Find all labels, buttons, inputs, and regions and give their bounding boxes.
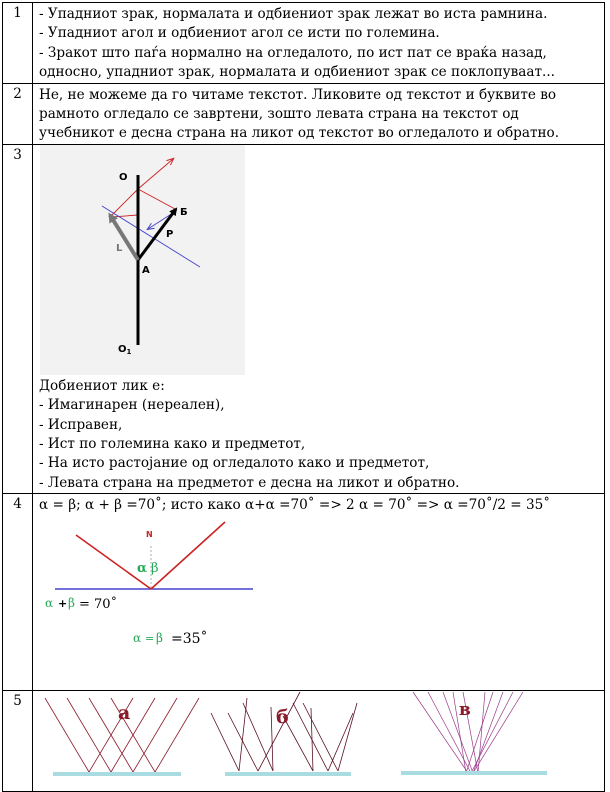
row-number-2: 2 [3, 83, 33, 144]
answer-4 [33, 494, 605, 691]
answer-2 [33, 83, 605, 144]
figure-background [40, 145, 245, 375]
table-row-5 [3, 691, 605, 792]
answer-2-line-3: учебникот е десна страна на ликот од текстот во огледалото и обратно. [39, 125, 560, 142]
label-a: а [118, 702, 131, 725]
mirror-image-figure [40, 145, 250, 376]
answer-3-line-2: - Имагинарен (нереален), [39, 397, 225, 414]
label-b: Б [180, 206, 188, 218]
label-b: б [276, 706, 289, 729]
answer-5 [33, 691, 605, 792]
label-o: О [119, 171, 128, 183]
row-number-5: 5 [3, 691, 33, 792]
row-number-1: 1 [3, 3, 33, 84]
label-a: А [142, 264, 150, 276]
table-row-3 [3, 144, 605, 493]
answer-3 [33, 144, 605, 493]
answer-1-line-4: одноcно, упадниот зрак, нормалата и одбиениот зрак се поклопуваат... [39, 64, 555, 81]
table-row-4 [3, 494, 605, 691]
label-p: Р [166, 228, 174, 240]
eq-result: =35˚ [171, 630, 208, 646]
answer-1 [33, 3, 605, 84]
row-number-3: 3 [3, 144, 33, 493]
reflected-ray [151, 522, 225, 589]
answer-2-line-2: рамното огледало се завртени, зошто левата страна на текстот од [39, 106, 519, 123]
answer-3-line-5: - На исто растојание од огледалото како и предметот, [39, 455, 430, 472]
answer-3-line-1: Добиениот лик е: [39, 377, 165, 394]
answers-table [2, 2, 605, 792]
eq-alpha: α [133, 630, 142, 645]
row-number-4: 4 [3, 494, 33, 691]
reflection-types-figure [33, 691, 605, 791]
diffuse-reflection-rays [211, 692, 357, 771]
answer-1-line-3: - Зракот што паѓа нормално на огледалото, по ист пат се враќа назад, [39, 44, 547, 61]
table-row-2 [3, 83, 605, 144]
reflection-angle-figure [39, 516, 299, 646]
answer-2-line-1: Не, не можеме да го читаме текстот. Ликовите од текстот и буквите во [39, 86, 557, 103]
label-o1: $О_1$ [118, 343, 132, 356]
answer-1-line-2: - Упадниот агол и одбиениот агол се исти по големина. [39, 25, 440, 42]
sum-alpha: α [45, 595, 54, 610]
answer-1-line-1: - Упадниот зрак, нормалата и одбиениот зрак лежат во иста рамнина. [39, 6, 548, 22]
eq-beta: β [156, 630, 163, 645]
sum-plus: + [58, 596, 68, 610]
label-beta: β [151, 560, 159, 576]
eq-sign: = [145, 631, 155, 645]
label-v: в [459, 700, 471, 721]
table-row-1 [3, 3, 605, 84]
sum-value: = 70˚ [79, 596, 118, 612]
answer-3-line-3: - Исправен, [39, 416, 123, 433]
answer-3-line-4: - Ист по големина како и предметот, [39, 436, 306, 453]
label-n: N [146, 529, 153, 539]
label-alpha: α [137, 560, 148, 576]
answer-4-formula: α = β; α + β =70˚; исто како α+α =70˚ => 2 α = 70˚ => α =70˚/2 = 35˚ [39, 497, 551, 514]
sum-beta: β [68, 595, 75, 610]
answer-3-line-6: - Левата страна на предметот е десна на ликот и обратно. [39, 474, 460, 491]
label-l: L [116, 242, 123, 254]
